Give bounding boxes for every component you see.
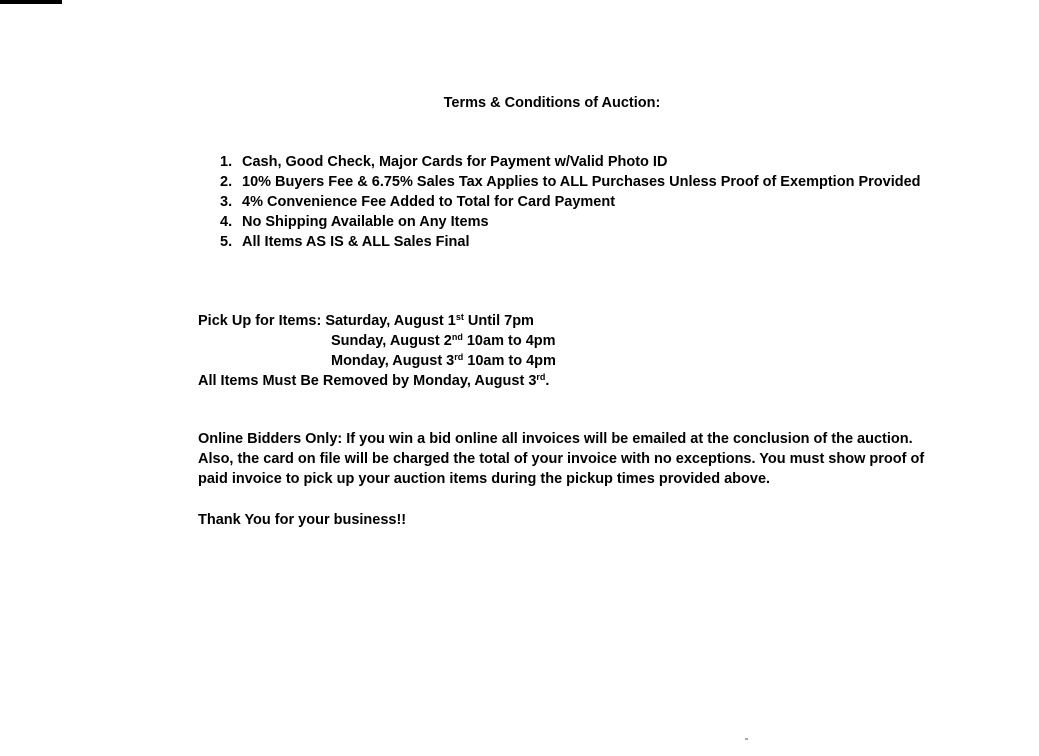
date-suffix: rd [454,352,464,362]
term-text: 4% Convenience Fee Added to Total for Card Payment [242,194,616,210]
term-text: All Items AS IS & ALL Sales Final [242,234,470,250]
pickup-schedule [198,311,898,391]
removal-deadline [198,371,898,391]
pickup-saturday [198,311,898,331]
date-suffix: nd [451,332,463,342]
term-text: No Shipping Available on Any Items [242,214,489,230]
pickup-time: Until 7pm [463,313,534,329]
term-number: 4. [220,214,233,230]
term-item [220,232,921,252]
pickup-label: Pick Up for Items: [198,313,326,329]
term-text: Cash, Good Check, Major Cards for Payment w/Valid Photo ID [242,154,668,170]
pickup-time: 10am to 4pm [462,333,556,349]
term-item [220,212,921,232]
term-number: 5. [220,234,233,250]
term-item [220,192,921,212]
term-number: 1. [220,154,233,170]
date-suffix: st [455,312,464,322]
term-item [220,152,921,172]
scan-speck [745,738,748,740]
term-item [220,172,921,192]
document-title: Terms & Conditions of Auction: [443,95,661,111]
date-suffix: rd [536,372,546,382]
removal-text: All Items Must Be Removed by Monday, August 3 [198,373,537,389]
notice-line: Also, the card on file will be charged the total of your invoice with no exceptions. You must show proof of [198,451,925,467]
removal-period: . [545,373,550,389]
pickup-date: Sunday, August 2 [331,333,452,349]
pickup-sunday [198,331,898,351]
online-bidders-notice [198,429,988,489]
terms-list [220,152,921,252]
pickup-date: Monday, August 3 [331,353,455,369]
term-number: 3. [220,194,233,210]
scan-edge-mark [0,0,62,4]
pickup-time: 10am to 4pm [463,353,556,369]
notice-line: Online Bidders Only: If you win a bid online all invoices will be emailed at the conclusion of the auction. [198,431,913,447]
pickup-monday [198,351,898,371]
thank-you-note: Thank You for your business!! [198,512,407,528]
term-text: 10% Buyers Fee & 6.75% Sales Tax Applies to ALL Purchases Unless Proof of Exemption Provided [242,174,921,190]
pickup-date: Saturday, August 1 [325,313,456,329]
notice-line: paid invoice to pick up your auction items during the pickup times provided above. [198,471,771,487]
term-number: 2. [220,174,233,190]
